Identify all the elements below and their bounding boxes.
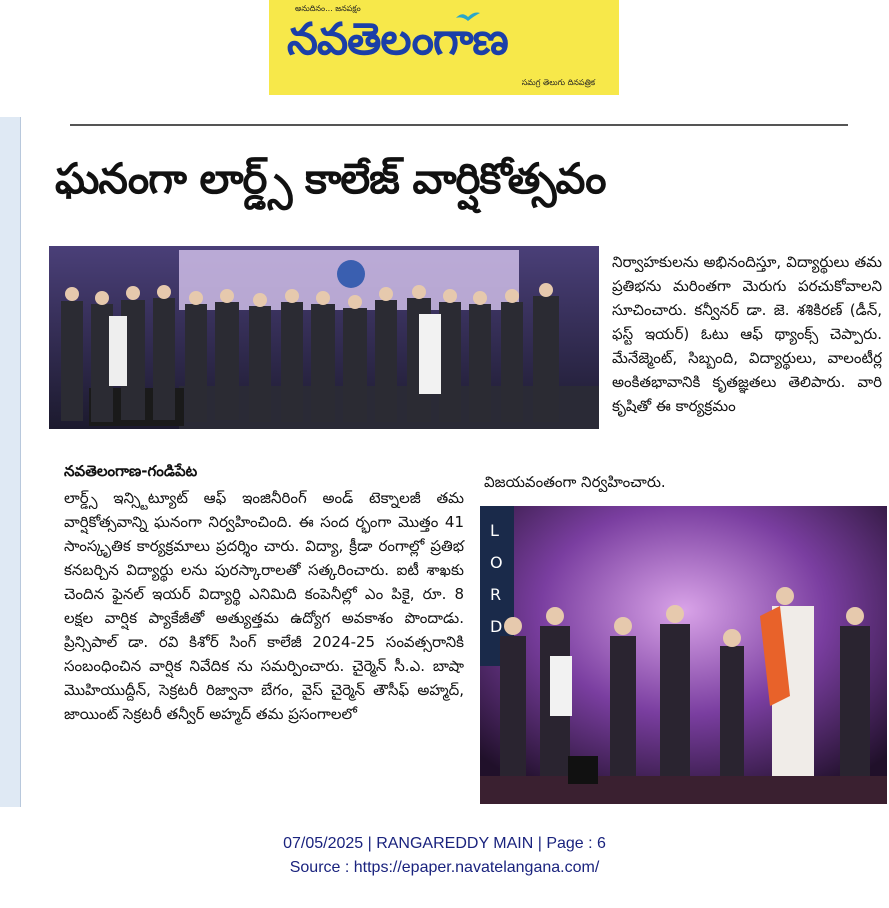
stage-dance-photo	[480, 506, 887, 804]
masthead	[269, 0, 619, 95]
footer-source: Source : https://epaper.navatelangana.com/	[289, 859, 600, 876]
stage-dance-photo-image	[480, 506, 887, 804]
article-body-paragraph: లార్డ్స్ ఇన్స్టిట్యూట్ ఆఫ్ ఇంజినీరింగ్ అండ్ టెక్నాలజీ తమ వార్షికోత్సవాన్ని ఘనంగా నిర్వహించింది. ఈ సంద ర్భంగా మొత్తం 41 సాంస్కృతిక కార్యక్రమాలు ప్రదర్శిం చారు. విద్యా, క్రీడా రంగాల్లో ప్రతిభ కనబర్చిన విద్యార్థు లను పురస్కారాలతో సత్కరించారు. ఐటీ శాఖకు చెందిన ఫైనల్ ఇయర్ విద్యార్థి ఎనిమిది కంపెనీల్లో ఎం పికై, రూ. 8 లక్షల వార్షిక ప్యాకేజీతో అత్యుత్తమ ఉద్యోగ అవకాశం పొందాడు. ప్రిన్సిపాల్ డా. రవి కిశోర్ సింగ్ కాలేజీ 2024-25 సంవత్సరానికి సంబంధించిన వార్షిక నివేదిక ను సమర్పించారు. చైర్మెన్ సీ.ఎ. బాషా మొహియుద్దీన్, సెక్రటరీ రిజ్వానా బేగం, వైస్ చైర్మెన్ తౌసీఫ్ అహ్మద్, జాయింట్ సెక్రటరీ తన్వీర్ అహ్మద్ తమ ప్రసంగాలలో	[64, 489, 464, 723]
right-column-tail	[484, 470, 884, 494]
article-body	[64, 486, 464, 726]
masthead-tagline: అనుదినం... జనపక్షం	[295, 4, 361, 13]
masthead-subtitle: సమగ్ర తెలుగు దినపత్రిక	[521, 78, 595, 87]
stage-letter-d: D	[490, 617, 503, 636]
masthead-name: నవతెలంగాణ	[287, 14, 508, 65]
right-column-text	[612, 250, 882, 418]
right-column-paragraph: నిర్వాహకులను అభినందిస్తూ, విద్యార్థులు తమ ప్రతిభను మరింతగా మెరుగు పరచుకోవాలని సూచించారు. కన్వీనర్ డా. జె. శశికిరణ్ (డీన్, ఫస్ట్ ఇయర్) ఓటు ఆఫ్ థ్యాంక్స్ చెప్పారు. మేనేజ్మెంట్, సిబ్బంది, విద్యార్థులు, వాలంటీర్ల అంకితభావానికి కృతజ్ఞతలు తెలిపారు. వారి కృషితో ఈ కార్యక్రమం	[612, 253, 882, 415]
stage-letter-r: R	[490, 585, 502, 604]
right-column-tail-text: విజయవంతంగా నిర్వహించారు.	[484, 473, 666, 491]
group-photo	[49, 246, 599, 429]
page-footer	[0, 832, 889, 880]
article-dateline: నవతెలంగాణ-గండిపేట	[64, 462, 198, 480]
left-margin-strip	[0, 117, 21, 807]
article-headline: ఘనంగా లార్డ్స్ కాలేజ్ వార్షికోత్సవం	[55, 154, 606, 203]
group-photo-image	[49, 246, 599, 429]
headline-rule	[70, 124, 848, 126]
footer-edition: 07/05/2025 | RANGAREDDY MAIN | Page : 6	[283, 835, 606, 852]
stage-letter-l: L	[490, 521, 499, 540]
stage-letter-o: O	[490, 553, 503, 572]
